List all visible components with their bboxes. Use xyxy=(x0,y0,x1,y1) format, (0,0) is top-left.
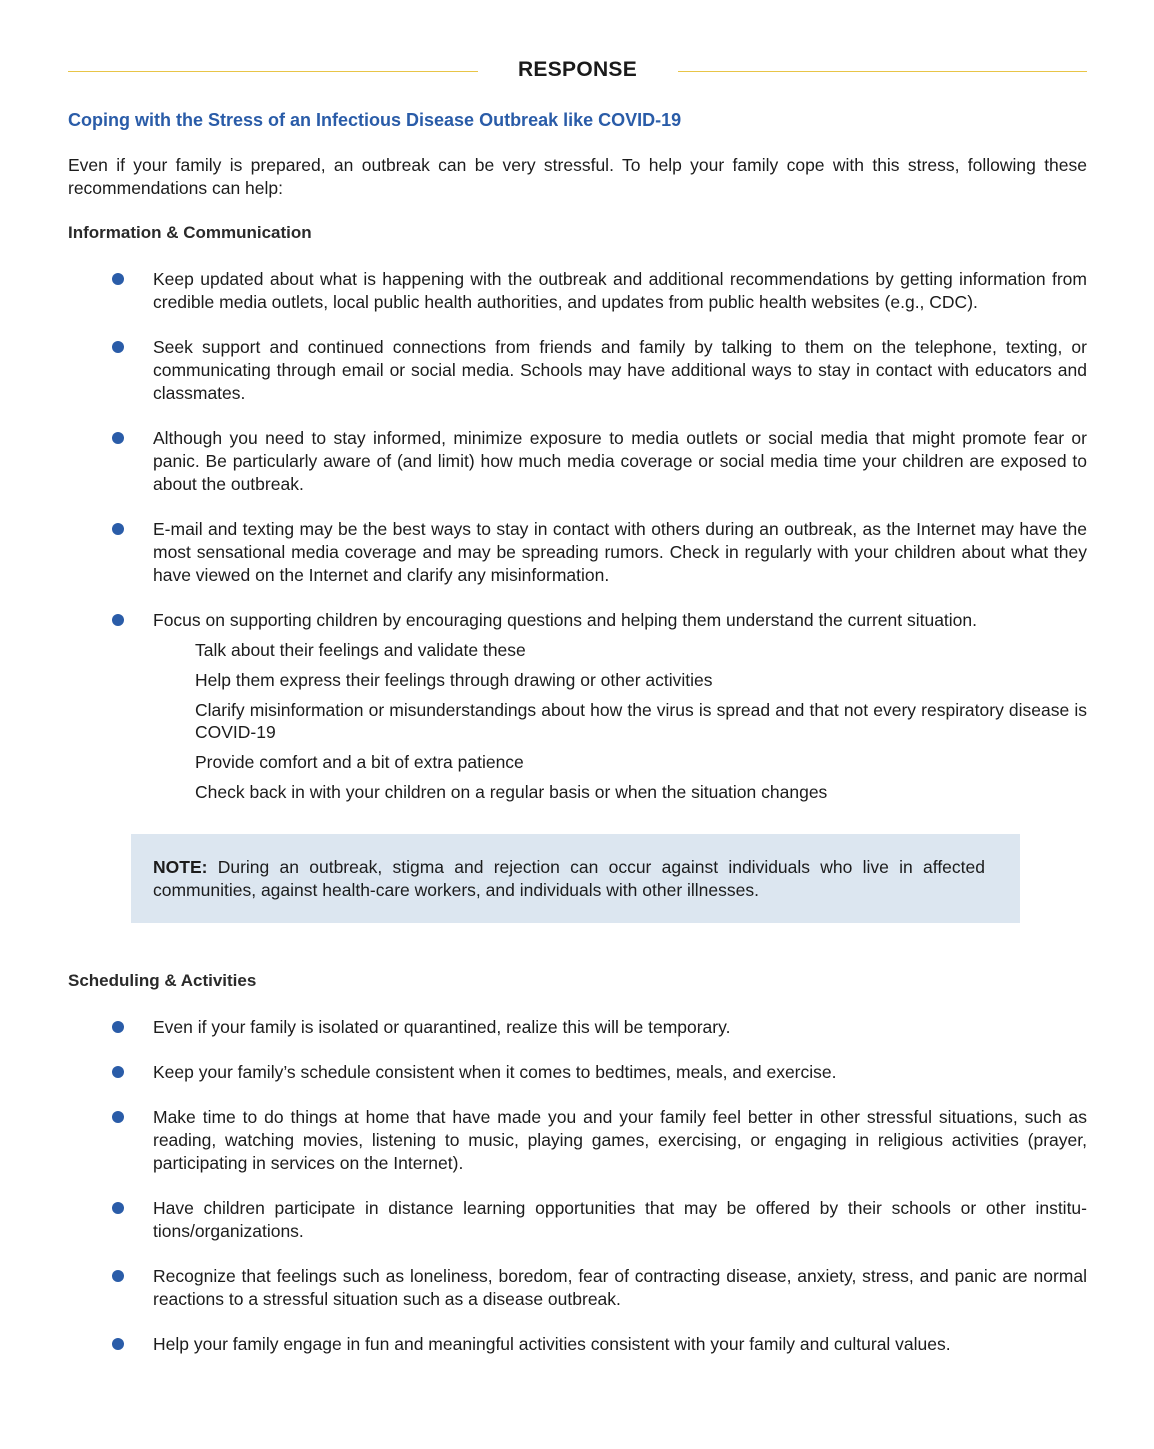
bullet-icon xyxy=(112,1338,124,1350)
intro-paragraph: Even if your family is prepared, an outbreak can be very stressful. To help your family cope with this stress, following these recommendations can help: xyxy=(68,155,1087,198)
page-title: RESPONSE xyxy=(517,58,638,81)
bullet-icon xyxy=(112,1111,124,1123)
bullet-icon xyxy=(112,1270,124,1282)
bullet-icon xyxy=(112,341,124,353)
info-bullet-list xyxy=(68,268,1087,811)
bullet-icon xyxy=(112,614,124,626)
list-item xyxy=(68,1016,1087,1039)
list-item-text: Even if your family is isolated or quarantined, realize this will be temporary. xyxy=(153,1017,731,1037)
list-item xyxy=(68,1061,1087,1084)
note-label: NOTE: xyxy=(153,857,208,877)
note-body: During an outbreak, stigma and rejection can occur against individuals who live in affected communities, against health-care workers, and individuals with other illnesses. xyxy=(153,857,985,900)
list-item xyxy=(68,1333,1087,1356)
list-item-text: E-mail and texting may be the best ways to stay in contact with others during an outbreak, as the Internet may have the most sensational media coverage and may be spreading rumors. Check in regularly with your children about what they have viewed on the Internet and clarify any misinformation. xyxy=(153,519,1087,585)
list-item xyxy=(68,427,1087,496)
sub-list-item: Provide comfort and a bit of extra patience xyxy=(195,752,524,772)
section-header xyxy=(68,58,1087,88)
list-item-text: Help your family engage in fun and meaningful activities consistent with your family and cultural values. xyxy=(153,1334,951,1354)
sub-list-item: Check back in with your children on a regular basis or when the situation changes xyxy=(195,782,828,802)
list-item-text: Have children participate in distance learning opportunities that may be offered by their schools or other institu-tions/organizations. xyxy=(153,1198,1087,1241)
list-item-text: Seek support and continued connections from friends and family by talking to them on the telephone, texting, or communicating through email or social media. Schools may have additional ways to stay in contact with educators and classmates. xyxy=(153,337,1087,403)
bullet-icon xyxy=(112,432,124,444)
list-item xyxy=(68,1265,1087,1311)
list-item xyxy=(68,1197,1087,1243)
list-item xyxy=(68,336,1087,405)
bullet-icon xyxy=(112,1021,124,1033)
list-item xyxy=(68,268,1087,314)
schedule-bullet-list xyxy=(68,1016,1087,1356)
list-item-text: Keep updated about what is happening with the outbreak and additional recommendations by getting information from credible media outlets, local public health authorities, and updates from public health websites (e.g., CDC). xyxy=(153,269,1087,312)
sub-list-item: Help them express their feelings through drawing or other activities xyxy=(195,670,713,690)
list-item-text: Focus on supporting children by encouraging questions and helping them understand the current situation. xyxy=(153,610,978,630)
bullet-icon xyxy=(112,523,124,535)
section-heading-info: Information & Communication xyxy=(68,223,312,242)
sub-list-item: Clarify misinformation or misunderstandings about how the virus is spread and that not every respiratory disease is COVID-19 xyxy=(195,700,1087,742)
bullet-icon xyxy=(112,1202,124,1214)
note-text xyxy=(153,856,985,902)
section-heading-schedule: Scheduling & Activities xyxy=(68,971,257,990)
document-subtitle: Coping with the Stress of an Infectious Disease Outbreak like COVID-19 xyxy=(68,110,682,130)
sub-list-item: Talk about their feelings and validate these xyxy=(195,640,526,660)
list-item-text: Although you need to stay informed, minimize exposure to media outlets or social media that might promote fear or panic. Be particularly aware of (and limit) how much media coverage or social media time your children are exposed to about the outbreak. xyxy=(153,428,1087,494)
header-rule-right xyxy=(678,71,1087,72)
bullet-icon xyxy=(112,273,124,285)
list-item-text: Make time to do things at home that have made you and your family feel better in other stressful situations, such as reading, watching movies, listening to music, playing games, exercising, or engaging in religious activities (prayer, participating in services on the Internet). xyxy=(153,1107,1087,1173)
list-item xyxy=(68,518,1087,587)
bullet-icon xyxy=(112,1066,124,1078)
list-item xyxy=(68,609,1087,803)
sub-list xyxy=(153,639,1087,803)
list-item-text: Keep your family’s schedule consistent when it comes to bedtimes, meals, and exercise. xyxy=(153,1062,837,1082)
list-item-text: Recognize that feelings such as loneliness, boredom, fear of contracting disease, anxiety, stress, and panic are normal reactions to a stressful situation such as a disease outbreak. xyxy=(153,1266,1087,1309)
note-box xyxy=(131,834,1020,923)
list-item xyxy=(68,1106,1087,1175)
